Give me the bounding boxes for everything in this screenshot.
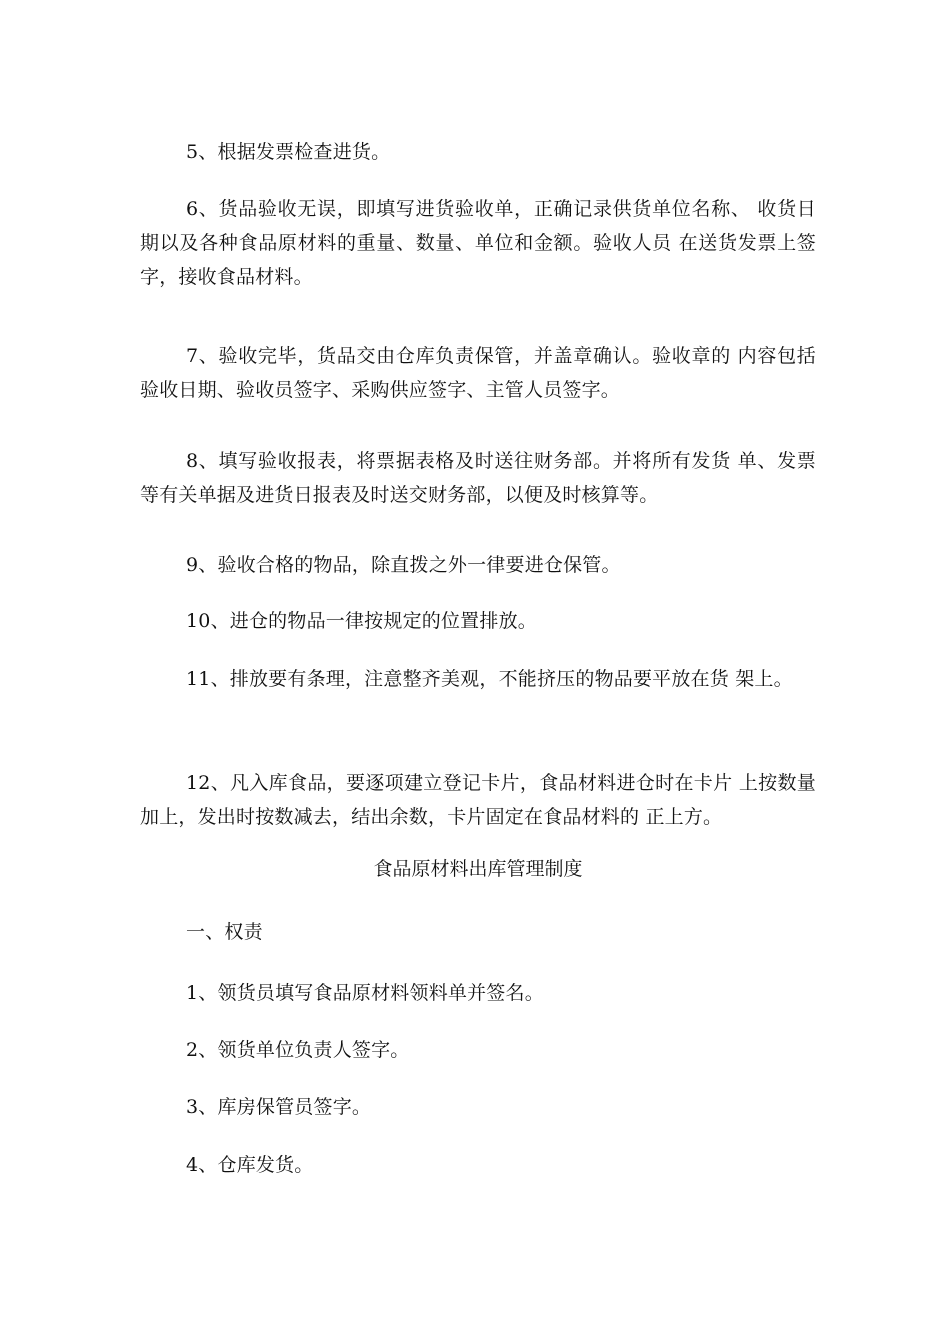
out-paragraph-1: 1、领货员填写食品原材料领料单并签名。 [186, 982, 544, 1004]
paragraph-9: 9、验收合格的物品，除直拨之外一律要进仓保管。 [186, 554, 621, 576]
paragraph-11: 11、排放要有条理，注意整齐美观，不能挤压的物品要平放在货 架上。 [186, 668, 793, 690]
section-title: 食品原材料出库管理制度 [373, 858, 583, 880]
paragraph-12: 12、凡入库食品，要逐项建立登记卡片，食品材料进仓时在卡片 上按数量加上，发出时按数减去，结出余数，卡片固定在食品材料的 正上方。 [140, 772, 816, 828]
out-paragraph-4: 4、仓库发货。 [186, 1154, 314, 1176]
out-paragraph-3: 3、库房保管员签字。 [186, 1096, 372, 1118]
paragraph-7: 7、验收完毕，货品交由仓库负责保管，并盖章确认。验收章的 内容包括验收日期、验收员签字、采购供应签字、主管人员签字。 [140, 345, 816, 401]
paragraph-8: 8、填写验收报表，将票据表格及时送往财务部。并将所有发货 单、发票等有关单据及进货日报表及时送交财务部，以便及时核算等。 [140, 450, 816, 506]
paragraph-10: 10、进仓的物品一律按规定的位置排放。 [186, 610, 537, 632]
out-paragraph-2: 2、领货单位负责人签字。 [186, 1039, 410, 1061]
paragraph-5: 5、根据发票检查进货。 [186, 141, 391, 163]
paragraph-6: 6、货品验收无误，即填写进货验收单，正确记录供货单位名称、 收货日期以及各种食品原材料的重量、数量、单位和金额。验收人员 在送货发票上签字，接收食品材料。 [140, 198, 816, 288]
section-heading: 一、权责 [186, 921, 263, 943]
